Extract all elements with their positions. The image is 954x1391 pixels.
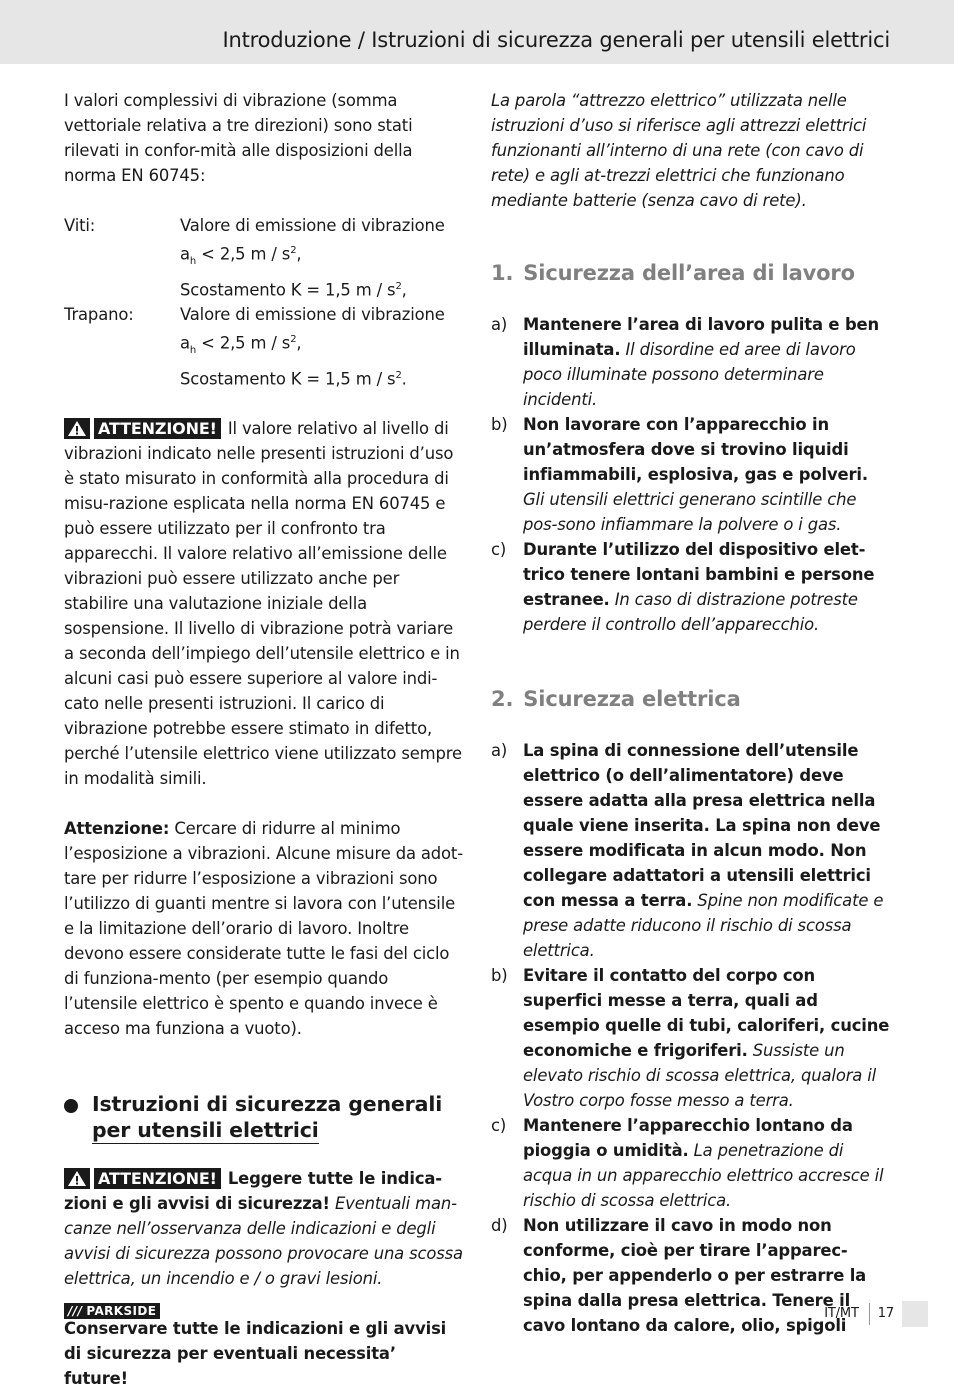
warning-badge xyxy=(64,418,221,439)
item-bold: Mantenere l’area di lavoro pulita e ben illuminata. xyxy=(523,315,880,359)
item-bold: Evitare il contatto del corpo con superfici messe a terra, quali ad esempio quelle di tubi, caloriferi, cucine economiche e frigoriferi. xyxy=(523,966,890,1060)
item-italic: Spine non modificate e prese adatte riducono il rischio di scossa elettrica. xyxy=(523,891,884,960)
vibration-intro: I valori complessivi di vibrazione (somma vettoriale relativa a tre direzioni) sono stati rilevati in confor-mità alle disposizioni della norma EN 60745: xyxy=(64,91,413,185)
item-letter: a) xyxy=(491,741,508,760)
page-number: 17 xyxy=(877,1306,894,1321)
safety-section-heading xyxy=(64,1091,464,1144)
page-header xyxy=(0,0,954,64)
item-bold: Durante l’utilizzo del dispositivo elet-trico tenere lontani bambini e persone estranee. xyxy=(523,540,875,609)
parkside-logo xyxy=(64,1303,160,1319)
list-item xyxy=(491,1113,891,1213)
logo-slashes: /// xyxy=(68,1304,83,1318)
language-code: IT/MT xyxy=(824,1303,870,1325)
item-italic: In caso di distrazione potreste perdere il controllo dell’apparecchio. xyxy=(523,590,858,634)
section-heading-electrical xyxy=(491,686,891,713)
safety-heading-line1: Istruzioni di sicurezza generali xyxy=(92,1092,443,1117)
section-number: 2. xyxy=(491,687,514,711)
item-italic: Il disordine ed aree di lavoro poco illuminate possono determinare incidenti. xyxy=(523,340,856,409)
warning-text: Il valore relativo al livello di vibrazioni indicato nelle presenti istruzioni d’uso è stato misurato in conformità alla procedura di misu-razione esplicata nella norma EN 60745 e può essere utilizzato per il confronto tra apparecchi. Il valore relativo all’emissione delle vibrazioni può essere utilizzato anche per stabilire una valutazione iniziale della sospensione. Il livello di vibrazione potrà variare a seconda dell’impiego dell’utensile elettrico e in alcuni casi può essere superiore al valore indi-cato nelle presenti istruzioni. Il carico di vibrazione potrebbe essere stimato in difetto, perché l’utensile elettrico viene utilizzato sempre in modalità simili. xyxy=(64,419,462,789)
warning-badge xyxy=(64,1168,221,1189)
attention-label: ATTENZIONE! xyxy=(94,1168,221,1189)
keep-instructions xyxy=(64,1316,464,1391)
spec-line: Scostamento K = 1,5 m / $s^2$, xyxy=(180,280,407,300)
attention-note-label: Attenzione: xyxy=(64,819,170,839)
section-title: Sicurezza dell’area di lavoro xyxy=(523,261,855,285)
warning-bold-text: Leggere tutte le indica-zioni e gli avvisi di sicurezza! xyxy=(64,1169,442,1214)
item-letter: c) xyxy=(491,540,507,559)
list-item xyxy=(491,312,891,412)
spec-viti xyxy=(64,213,464,302)
item-bold: Mantenere l’apparecchio lontano da pioggia o umidità. xyxy=(523,1116,853,1160)
spec-line: $a_h < 2,5$ m / $s^2$, xyxy=(180,333,302,356)
warning-triangle-icon xyxy=(64,1168,90,1189)
page-title: Introduzione / Istruzioni di sicurezza generali per utensili elettrici xyxy=(222,28,890,52)
item-bold: Non utilizzare il cavo in modo non conforme, cioè per tirare l’apparec-chio, per appenderlo o per estrarre la spina dalla presa elettrica. Tenere il cavo lontano da calore, olio, spigoli xyxy=(523,1216,867,1335)
item-italic: La penetrazione di acqua in un apparecchio elettrico accresce il rischio di scossa elettrica. xyxy=(523,1141,884,1210)
attention-note xyxy=(64,816,464,1041)
spec-line: Scostamento K = 1,5 m / $s^2$. xyxy=(180,369,407,389)
item-letter: b) xyxy=(491,966,508,985)
list-item xyxy=(491,412,891,537)
item-italic: Sussiste un elevato rischio di scossa elettrica, qualora il Vostro corpo fosse messo a terra. xyxy=(523,1041,877,1110)
right-column xyxy=(491,88,891,1338)
definition-note: La parola “attrezzo elettrico” utilizzata nelle istruzioni d’uso si riferisce agli attrezzi elettrici funzionanti all’interno di una rete (con cavo di rete) e agli at-trezzi elettrici che funzionano mediante batterie (senza cavo di rete). xyxy=(491,91,867,210)
keep-instructions-text: Conservare tutte le indicazioni e gli avvisi di sicurezza per eventuali necessita’ future! xyxy=(64,1319,447,1389)
item-letter: a) xyxy=(491,315,508,334)
warning-triangle-icon xyxy=(64,418,90,439)
bullet-icon xyxy=(64,1099,78,1113)
section-heading-work-area xyxy=(491,260,891,287)
warning-read-instructions xyxy=(64,1166,464,1291)
list-item xyxy=(491,537,891,637)
spec-line: Valore di emissione di vibrazione xyxy=(180,305,445,325)
work-area-list xyxy=(491,312,891,637)
list-item xyxy=(491,738,891,963)
item-italic: Gli utensili elettrici generano scintille che pos-sono infiammare la polvere o i gas. xyxy=(523,490,857,534)
section-title: Sicurezza elettrica xyxy=(523,687,741,711)
warning-vibration xyxy=(64,416,464,791)
safety-heading-line2: per utensili elettrici xyxy=(92,1118,319,1143)
spec-label: Trapano: xyxy=(64,305,134,325)
logo-text: PARKSIDE xyxy=(86,1304,157,1318)
attention-label: ATTENZIONE! xyxy=(94,418,221,439)
page-tab-marker xyxy=(902,1301,928,1327)
left-column xyxy=(64,88,464,1391)
item-letter: b) xyxy=(491,415,508,434)
section-number: 1. xyxy=(491,261,514,285)
item-bold: Non lavorare con l’apparecchio in un’atmosfera dove si trovino liquidi infiammabili, esplosiva, gas e polveri. xyxy=(523,415,868,484)
page-footer xyxy=(824,1301,928,1327)
attention-note-text: Cercare di ridurre al minimo l’esposizione a vibrazioni. Alcune misure da adot-tare per ridurre l’esposizione a vibrazioni sono l’utilizzo di guanti mentre si lavora con l’utensile e la limitazione dell’orario di lavoro. Inoltre devono essere considerate tutte le fasi del ciclo di funziona-mento (per esempio quando l’utensile elettrico è spento e quando invece è acceso ma funziona a vuoto). xyxy=(64,819,463,1039)
spec-trapano xyxy=(64,302,464,391)
electrical-list xyxy=(491,738,891,1338)
item-bold: La spina di connessione dell’utensile elettrico (o dell’alimentatore) deve essere adatta alla presa elettrica nella quale viene inserita. La spina non deve essere modificata in alcun modo. Non collegare adattatori a utensili elettrici con messa a terra. xyxy=(523,741,881,910)
spec-line: Valore di emissione di vibrazione xyxy=(180,216,445,235)
item-letter: c) xyxy=(491,1116,507,1135)
spec-line: $a_h < 2,5$ m / $s^2$, xyxy=(180,244,302,267)
list-item xyxy=(491,963,891,1113)
item-letter: d) xyxy=(491,1216,508,1235)
spec-label: Viti: xyxy=(64,216,96,235)
warning-italic-text: Eventuali man-canze nell’osservanza delle indicazioni e degli avvisi di sicurezza possono provocare una scossa elettrica, un incendio e / o gravi lesioni. xyxy=(64,1194,463,1289)
